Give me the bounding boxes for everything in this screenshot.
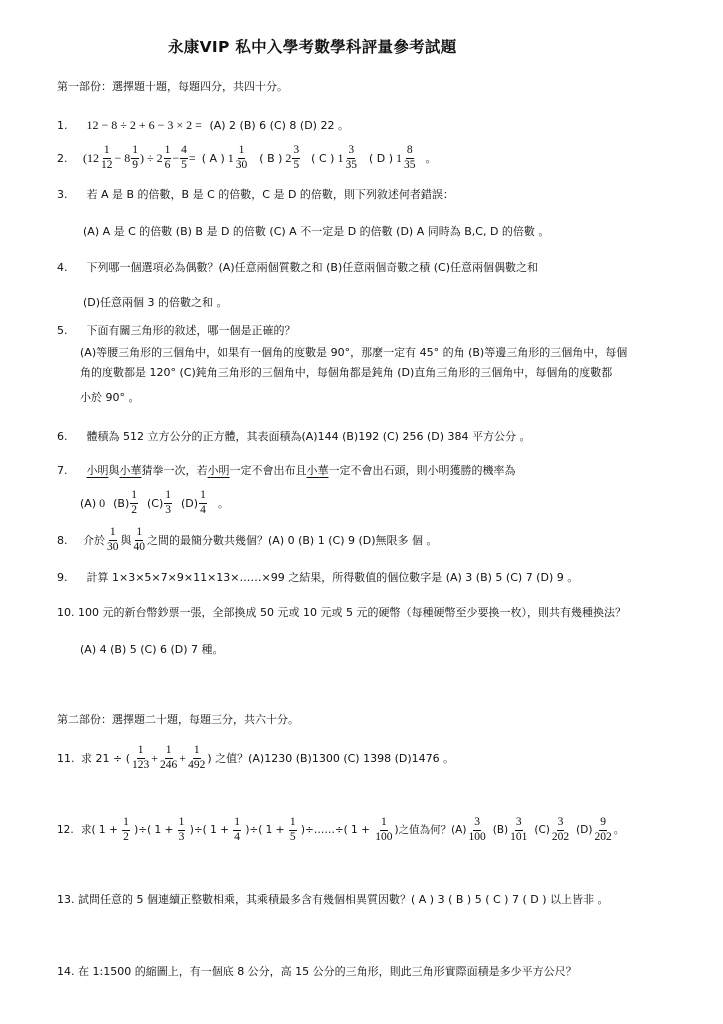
expr-text: (12	[83, 151, 99, 165]
question-text: 計算 1×3×5×7×9×11×13×……×99 之結果，所得數值的個位數字是 (A) 3 (B) 5 (C) 7 (D) 9 。	[86, 571, 579, 584]
text: 與	[120, 533, 132, 547]
option-label: (C)	[147, 496, 164, 510]
text: 一定不會出石頭，則小明獲勝的機率為	[328, 464, 516, 477]
part1-header: 第一部份：選擇題十題，每題四分，共四十分。	[57, 80, 288, 93]
question-9	[57, 572, 578, 583]
option-label: (D)	[576, 823, 593, 836]
fraction: $\frac{1}{2}$	[123, 816, 129, 843]
fraction: $\frac{1}{4}$	[200, 489, 206, 516]
question-7-options	[80, 490, 229, 516]
question-3-options: (A) A 是 C 的倍數 (B) B 是 D 的倍數 (C) A 不一定是 D 的倍數 (D) A 同時為 B,C, D 的倍數 。	[83, 225, 550, 238]
question-number: 13.	[57, 893, 75, 906]
question-5-line4: 小於 90° 。	[80, 391, 140, 404]
expr-text: ) ÷ 2	[140, 151, 163, 165]
question-text: 下面有關三角形的敘述，哪一個是正確的？	[86, 324, 296, 337]
question-13	[57, 894, 608, 905]
question-1	[57, 119, 349, 131]
fraction: $\frac{3}{100}$	[468, 816, 486, 843]
question-text: 體積為 512 立方公分的正方體，其表面積為(A)144 (B)192 (C) 256 (D) 384 平方公分 。	[86, 430, 531, 443]
underlined-name: 小明	[86, 464, 109, 477]
question-10	[57, 607, 626, 618]
option-label: (D)	[181, 496, 199, 510]
question-number: 4.	[57, 261, 68, 274]
ellipsis: ÷……÷	[305, 823, 344, 836]
option-whole: 1	[227, 151, 234, 165]
fraction: $\frac{3}{101}$	[510, 816, 528, 843]
text: 與	[108, 464, 120, 477]
question-11: 11. 求 21 ÷ ( $\frac{1}{123}$ + $\frac{1}{246}$ + $\frac{1}{492}$ ) 之值？(A)1230 (B)1300 (C) 1398 (D)1476 。	[57, 744, 455, 771]
question-text: 在 1:1500 的縮圖上，有一個底 8 公分，高 15 公分的三角形，則此三角形實際面積是多少平方公尺？	[78, 965, 577, 978]
text: 猜拳一次，若	[141, 464, 208, 477]
question-number: 12.	[57, 823, 74, 836]
fraction: $\frac{9}{202}$	[594, 816, 612, 843]
option-whole: 2	[285, 151, 292, 165]
expr-text: −	[172, 151, 180, 165]
question-number: 8.	[57, 533, 68, 547]
fraction: $\frac{1}{3}$	[165, 489, 172, 516]
text: 一定不會出布且	[229, 464, 307, 477]
page-title: 永康VIP 私中入學考數學科評量參考試題	[168, 38, 457, 56]
question-number: 6.	[57, 430, 68, 443]
underlined-name: 小華	[306, 464, 329, 477]
option-label: ( D )	[368, 151, 393, 165]
expr-text: − 8	[114, 151, 131, 165]
fraction: $\frac{1}{5}$	[289, 816, 296, 843]
question-text: 下列哪一個選項必為偶數？(A)任意兩個質數之和 (B)任意兩個奇數之積 (C)任意兩個偶數之和	[86, 261, 538, 274]
text: 介於	[83, 533, 105, 547]
part2-header: 第二部份：選擇題二十題，每題三分，共六十分。	[57, 713, 299, 726]
fraction: $\frac{8}{35}$	[403, 144, 416, 171]
fraction: $\frac{1}{9}$	[132, 144, 139, 171]
question-8	[57, 527, 438, 553]
question-number: 3.	[57, 188, 68, 201]
option-label: (A)	[80, 496, 97, 510]
question-12: 12. 求 ( 1 + $\frac{1}{2}$ )÷( 1 + $\frac{1}{3}$ )÷( 1 + $\frac{1}{4}$ )÷( 1 + $\frac{1}{5}$ ) ÷……÷ ( 1 + $\frac{1}{100}$ )之值為何？ (A) $\frac{3}{100}$ (B) $\frac{3}{101}$ (C) $\frac{3}{202}$ (D) $\frac{9}{202}$ 。	[57, 816, 625, 843]
question-5	[57, 325, 296, 336]
question-text: 之間的最簡分數共幾個？(A) 0 (B) 1 (C) 9 (D)無限多 個 。	[147, 533, 438, 547]
question-text: )之值為何？	[394, 823, 452, 836]
question-number: 5.	[57, 324, 68, 337]
fraction: $\frac{3}{5}$	[293, 144, 300, 171]
option-label: (C)	[534, 823, 550, 836]
question-text: 若 A 是 B 的倍數，B 是 C 的倍數，C 是 D 的倍數，則下列敘述何者錯誤：	[86, 188, 454, 201]
fraction: $\frac{1}{4}$	[234, 816, 240, 843]
end-mark: 。	[217, 496, 229, 510]
fraction: $\frac{3}{35}$	[345, 144, 357, 171]
fraction: $\frac{1}{3}$	[178, 816, 185, 843]
question-10-options: (A) 4 (B) 5 (C) 6 (D) 7 種。	[80, 643, 224, 656]
question-number: 14.	[57, 965, 75, 978]
question-text: 100 元的新台幣鈔票一張，全部換成 50 元或 10 元或 5 元的硬幣（每種硬幣至少要換一枚），則共有幾種換法？	[78, 606, 626, 619]
option-label: ( C )	[311, 151, 335, 165]
fraction: $\frac{1}{40}$	[133, 526, 145, 553]
question-number: 7.	[57, 464, 68, 477]
question-number: 1.	[57, 119, 68, 132]
question-number: 2.	[57, 151, 68, 165]
expr-text: =	[188, 151, 196, 165]
fraction: $\frac{1}{6}$	[164, 144, 171, 171]
option-whole: 1	[337, 151, 344, 165]
question-6	[57, 431, 531, 442]
question-text: ) 之值？(A)1230 (B)1300 (C) 1398 (D)1476 。	[207, 751, 455, 765]
question-expression: 12 − 8 ÷ 2 + 6 − 3 × 2 =	[86, 118, 202, 132]
question-4-line2: (D)任意兩個 3 的倍數之和 。	[83, 296, 228, 309]
underlined-name: 小明	[207, 464, 230, 477]
option-value: 0	[99, 496, 106, 510]
fraction: $\frac{3}{202}$	[551, 816, 570, 843]
question-14	[57, 966, 577, 977]
fraction: $\frac{1}{30}$	[107, 526, 119, 553]
fraction: $\frac{1}{246}$	[160, 744, 178, 771]
question-text: 試問任意的 5 個連續正整數相乘，其乘積最多含有幾個相異質因數？( A ) 3 ( B ) 5 ( C ) 7 ( D ) 以上皆非 。	[78, 893, 609, 906]
option-label: ( A )	[201, 151, 225, 165]
question-number: 11.	[57, 751, 75, 765]
option-label: (B)	[113, 496, 130, 510]
question-4	[57, 262, 538, 273]
fraction: $\frac{1}{30}$	[235, 144, 248, 171]
fraction: $\frac{4}{5}$	[181, 144, 187, 171]
question-number: 9.	[57, 571, 68, 584]
text: 求 21 ÷ (	[81, 751, 130, 765]
option-whole: 1	[395, 151, 402, 165]
question-5-line3: 角的度數都是 120° (C)鈍角三角形的三個角中，每個角都是鈍角 (D)直角三角形的三個角中，每個角的度數都	[80, 366, 613, 379]
option-label: (A)	[451, 823, 467, 836]
question-7	[57, 465, 516, 476]
end-mark: 。	[425, 151, 437, 165]
fraction: $\frac{1}{492}$	[188, 744, 206, 771]
fraction: $\frac{1}{2}$	[131, 489, 137, 516]
question-5-line2: (A)等腰三角形的三個角中，如果有一個角的度數是 90°，那麼一定有 45° 的角 (B)等邊三角形的三個角中，每個	[80, 346, 628, 359]
fraction: $\frac{1}{100}$	[375, 816, 393, 843]
question-2	[57, 145, 436, 171]
fraction: $\frac{1}{123}$	[132, 744, 150, 771]
end-mark: 。	[613, 823, 625, 836]
question-3	[57, 189, 454, 200]
text: 求	[81, 823, 92, 836]
question-options: (A) 2 (B) 6 (C) 8 (D) 22 。	[209, 119, 349, 132]
underlined-name: 小華	[119, 464, 142, 477]
question-number: 10.	[57, 606, 75, 619]
option-label: ( B )	[259, 151, 283, 165]
option-label: (B)	[492, 823, 509, 836]
fraction: $\frac{1}{12}$	[101, 144, 113, 171]
